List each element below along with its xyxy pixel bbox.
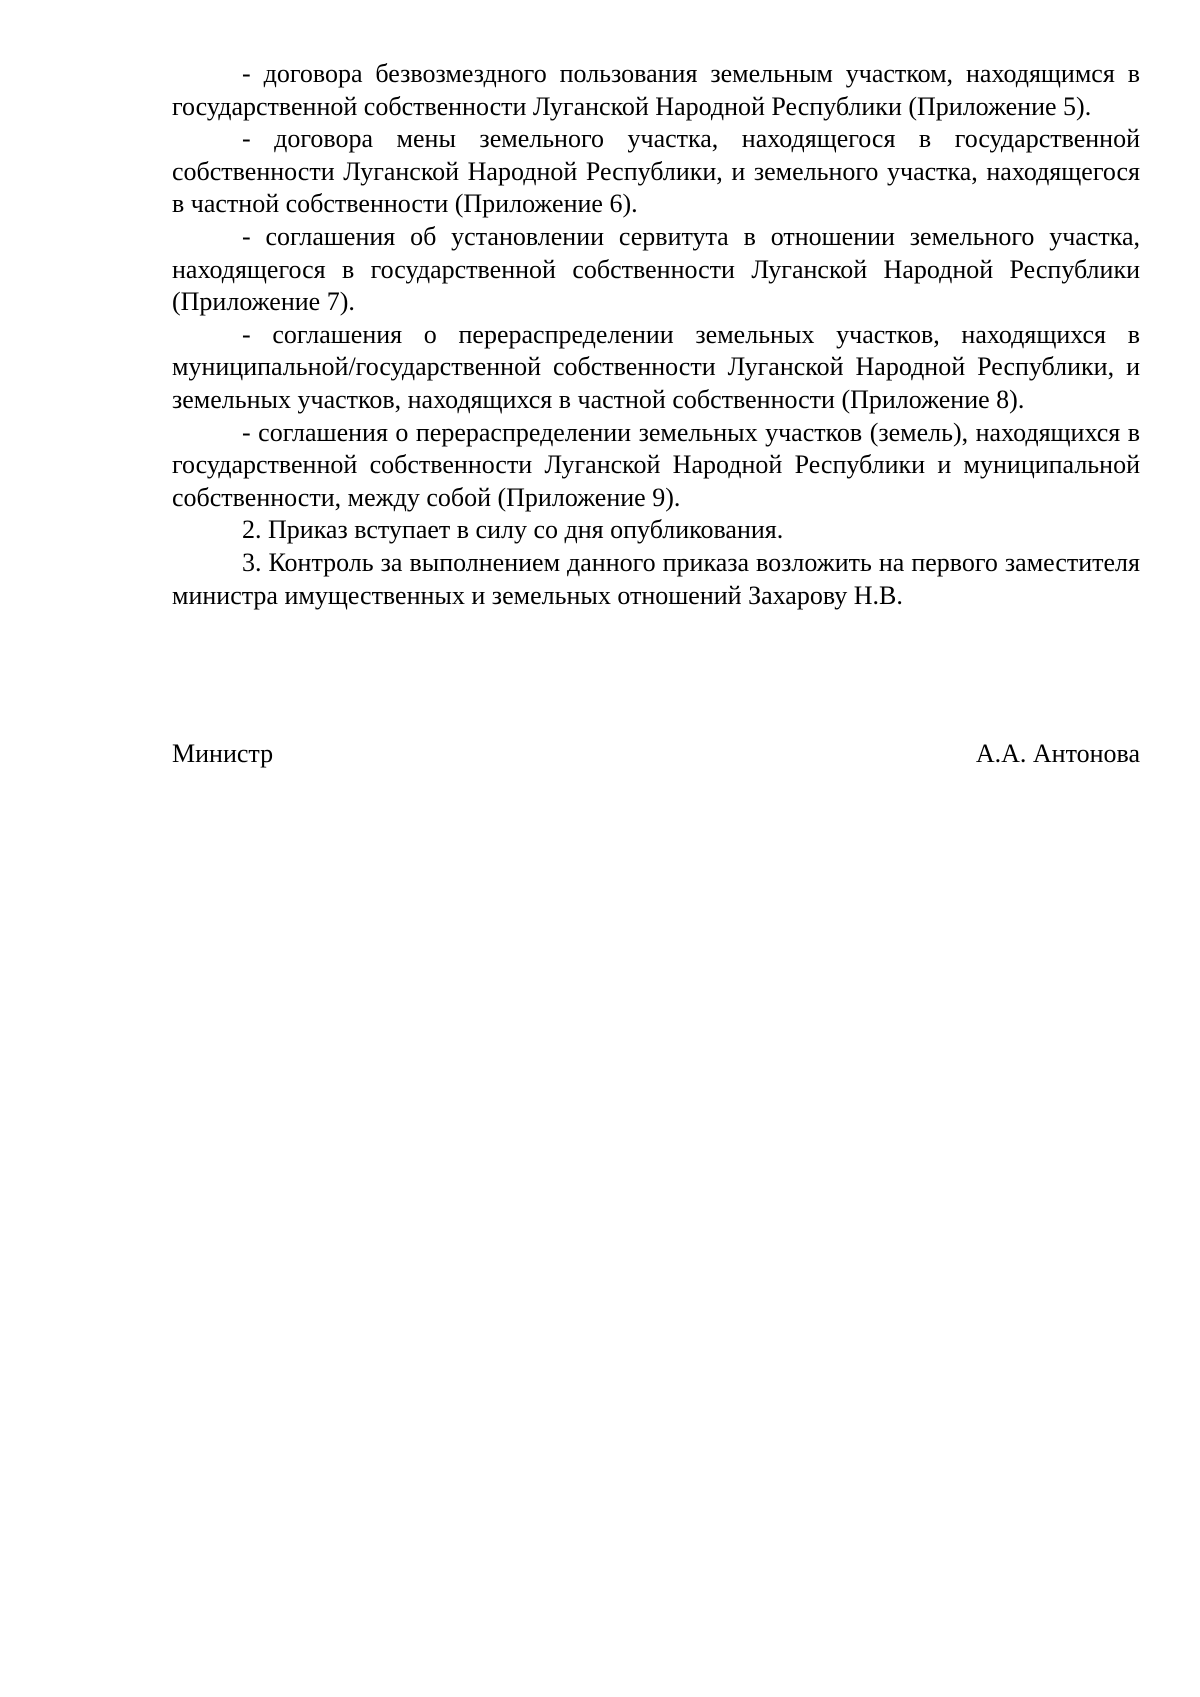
paragraph-annex-9: - соглашения о перераспределении земельных участков (земель), находящихся в государственной собственности Луганской Народной Республики и муниципальной собственности, между собой (Приложение 9).: [172, 417, 1140, 512]
paragraph-effective-date: 2. Приказ вступает в силу со дня опубликования.: [242, 515, 784, 545]
paragraph-annex-7: - соглашения об установлении сервитута в отношении земельного участка, находящегося в государственной собственности Луганской Народной Республики (Приложение 7).: [172, 221, 1140, 317]
paragraph-annex-5: - договора безвозмездного пользования земельным участком, находящимся в государственной собственности Луганской Народной Республики (Приложение 5).: [172, 59, 1140, 121]
paragraph-control: 3. Контроль за выполнением данного приказа возложить на первого заместителя министра имущественных и земельных отношений Захарову Н.В.: [172, 547, 1140, 610]
document-body: [172, 58, 1140, 612]
signatory-position: Министр: [172, 739, 274, 768]
signature-block: [172, 738, 1140, 770]
signatory-name: А.А. Антонова: [975, 739, 1140, 768]
paragraph-annex-6: - договора мены земельного участка, находящегося в государственной собственности Луганской Народной Республики, и земельного участка, находящегося в частной собственности (Приложение 6).: [172, 124, 1140, 219]
paragraph-annex-8: - соглашения о перераспределении земельных участков, находящихся в муниципальной/государственной собственности Луганской Народной Республики, и земельных участков, находящихся в частной собственности (Приложение 8).: [172, 319, 1140, 414]
